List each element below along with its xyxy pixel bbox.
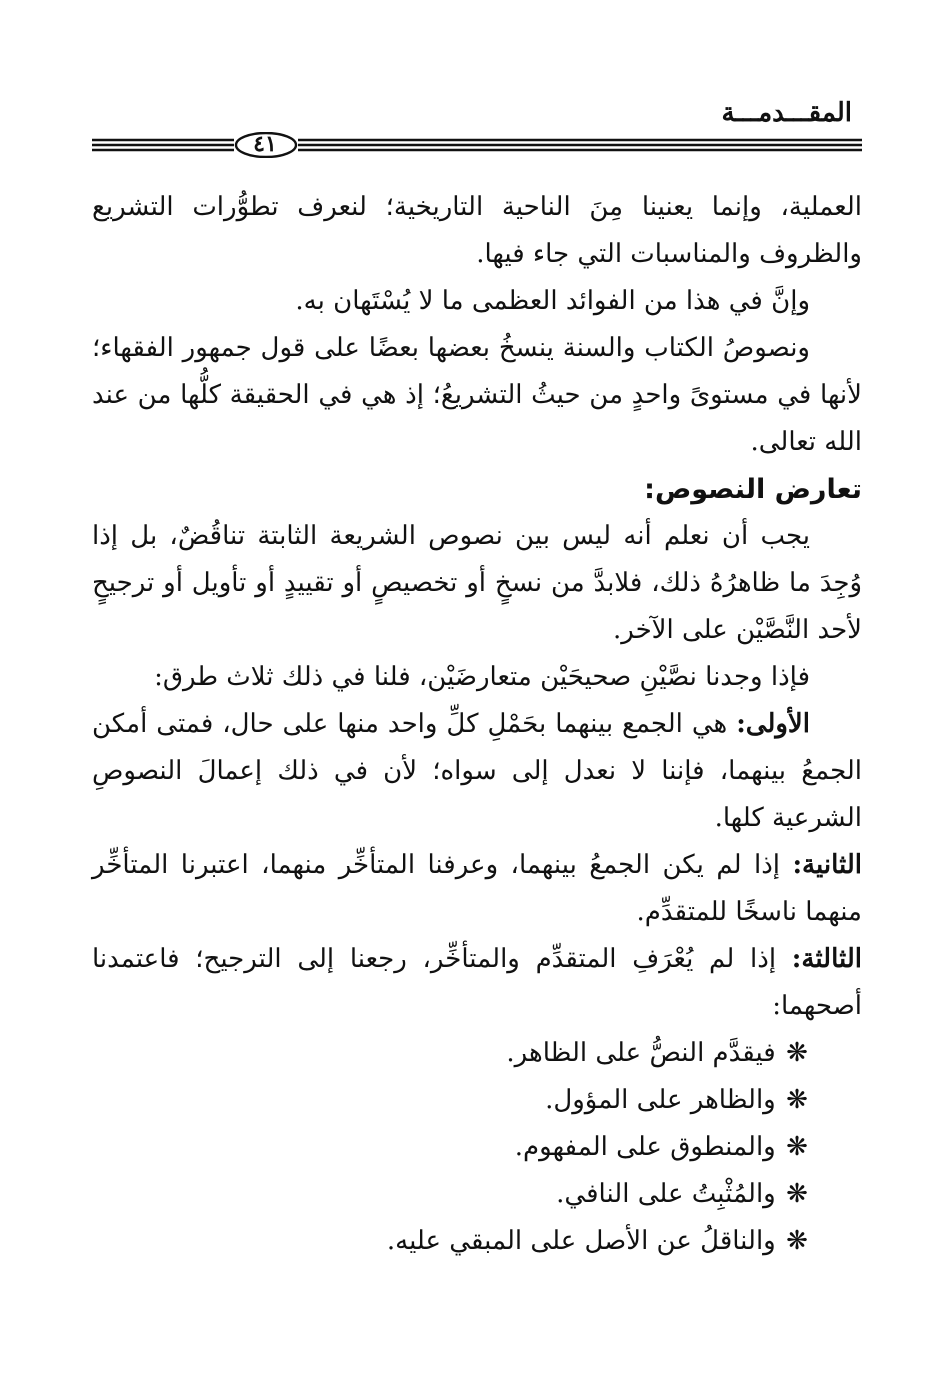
asterisk-bullet-icon: ❋ <box>786 1038 808 1068</box>
asterisk-bullet-icon: ❋ <box>786 1226 808 1256</box>
asterisk-bullet-icon: ❋ <box>786 1085 808 1115</box>
method-second-label: الثانية: <box>792 850 862 880</box>
list-item <box>92 1030 862 1077</box>
list-item-text: والناقلُ عن الأصل على المبقي عليه. <box>386 1226 776 1256</box>
list-item-text: فيقدَّم النصُّ على الظاهر. <box>506 1038 776 1068</box>
main-text <box>92 184 862 1265</box>
paragraph-5: فإذا وجدنا نصَّيْنِ صحيحَيْن متعارضَيْن، فلنا في ذلك ثلاث طرق: <box>154 662 810 692</box>
list-item <box>92 1124 862 1171</box>
list-item <box>92 1218 862 1265</box>
method-third-text: إذا لم يُعْرَفِ المتقدِّم والمتأخِّر، رجعنا إلى الترجيح؛ فاعتمدنا أصحهما: <box>92 944 862 1021</box>
paragraph-2: وإنَّ في هذا من الفوائد العظمى ما لا يُسْتَهان به. <box>295 286 810 316</box>
method-third-label: الثالثة: <box>791 944 862 974</box>
preference-rules-list <box>92 1030 862 1265</box>
method-second <box>92 842 862 936</box>
header-rule-lines <box>92 132 862 158</box>
method-first <box>92 701 862 842</box>
list-item <box>92 1171 862 1218</box>
list-item-text: والمنطوق على المفهوم. <box>514 1132 776 1162</box>
list-item-text: والظاهر على المؤول. <box>545 1085 776 1115</box>
method-first-text: هي الجمع بينهما بحَمْلِ كلِّ واحد منها على حال، فمتى أمكن الجمعُ بينهما، فإننا لا نعدل إلى سواه؛ لأن في ذلك إعمالَ النصوصِ الشرعية كلها. <box>92 709 862 833</box>
page-number: ٤١ <box>253 131 277 157</box>
method-first-label: الأولى: <box>736 709 810 739</box>
running-head-title: المقـــدمـــة <box>721 98 852 128</box>
paragraph-3: ونصوصُ الكتاب والسنة ينسخُ بعضها بعضًا على قول جمهور الفقهاء؛ لأنها في مستوىً واحدٍ من حيثُ التشريعُ؛ إذ هي في الحقيقة كلُّها من عند الله تعالى. <box>92 333 862 457</box>
paragraph-1: العملية، وإنما يعنينا مِنَ الناحية التاريخية؛ لنعرف تطوُّرات التشريع والظروف والمناسبات التي جاء فيها. <box>92 192 862 269</box>
asterisk-bullet-icon: ❋ <box>786 1179 808 1209</box>
method-second-text: إذا لم يكن الجمعُ بينهما، وعرفنا المتأخِّر منهما، اعتبرنا المتأخِّر منهما ناسخًا للمتقدِّم. <box>92 850 862 927</box>
list-item <box>92 1077 862 1124</box>
section-heading: تعارض النصوص: <box>644 474 862 505</box>
method-third <box>92 936 862 1030</box>
list-item-text: والمُثْبِتُ على النافي. <box>556 1179 776 1209</box>
paragraph-4: يجب أن نعلم أنه ليس بين نصوص الشريعة الثابتة تناقُضٌ، بل إذا وُجِدَ ما ظاهرُهُ ذلك، فلابدَّ من نسخٍ أو تخصيصٍ أو تقييدٍ أو تأويل أو ترجيحٍ لأحد النَّصَّيْن على الآخر. <box>92 521 862 645</box>
asterisk-bullet-icon: ❋ <box>786 1132 808 1162</box>
header-rule <box>92 132 862 158</box>
